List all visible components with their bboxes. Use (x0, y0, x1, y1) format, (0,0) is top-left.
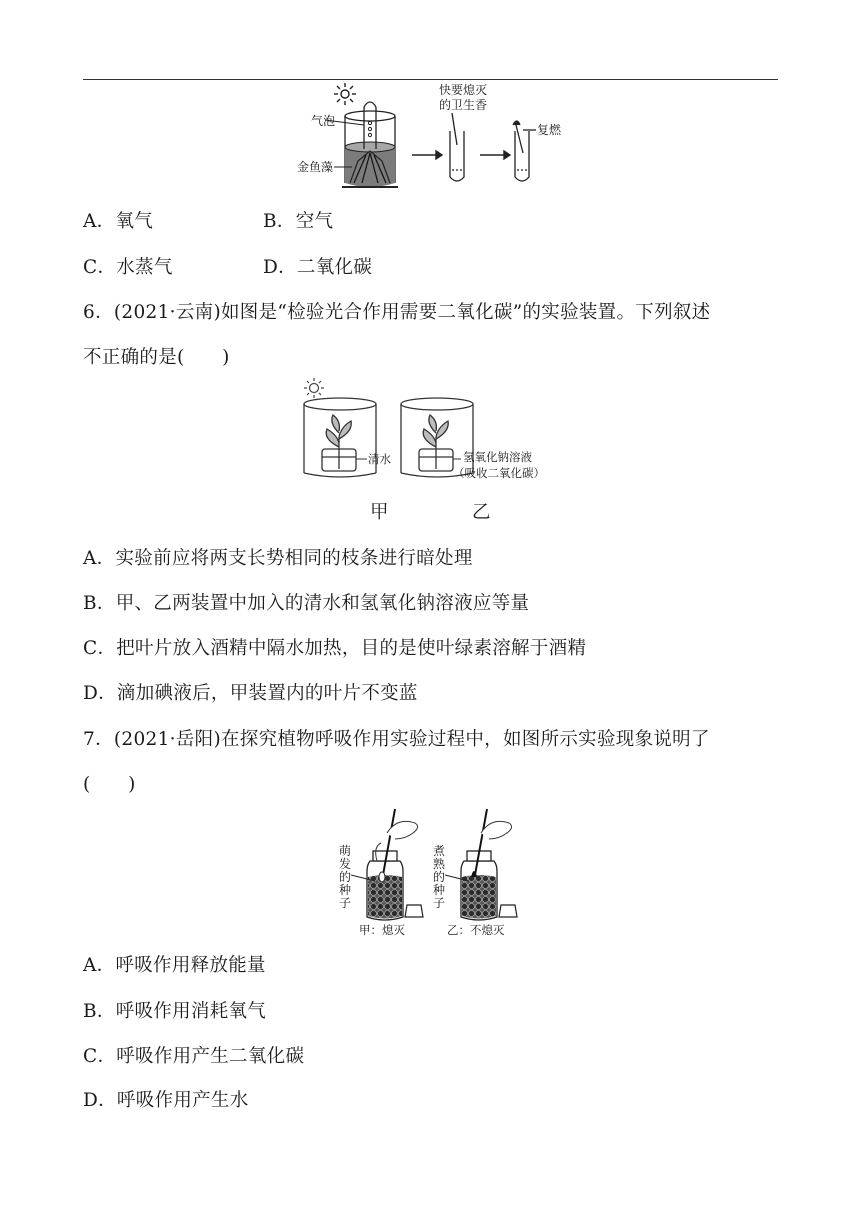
option-c: C．水蒸气 (83, 257, 173, 278)
label-germinating-seeds: 萌发的种子 (339, 844, 352, 910)
test-tube-1 (450, 113, 464, 181)
caption-yi-not-extinguished: 乙：不熄灭 (447, 923, 505, 937)
option-d: D．二氧化碳 (263, 257, 373, 278)
label-bubbles: 气泡 (311, 114, 336, 128)
option-a: A．氧气 (83, 211, 154, 232)
caption-jia-extinguished: 甲：熄灭 (359, 923, 405, 937)
question-7-stem: 7．(2021·岳阳)在探究植物呼吸作用实验过程中，如图所示实验现象说明了 (83, 729, 710, 750)
label-water: 清水 (368, 452, 391, 466)
option-c: C．把叶片放入酒精中隔水加热，目的是使叶绿素溶解于酒精 (83, 638, 587, 659)
sun-icon (304, 378, 324, 398)
figure-photosynthesis-co2 (295, 377, 570, 487)
label-cooked-seeds: 煮熟的种子 (433, 844, 446, 910)
header-rule (83, 79, 778, 80)
question-6-stem: 6．(2021·云南)如图是“检验光合作用需要二氧化碳”的实验装置。下列叙述 (83, 302, 711, 323)
option-c: C．呼吸作用产生二氧化碳 (83, 1046, 305, 1067)
label-plant: 金鱼藻 (297, 160, 334, 174)
label-naoh-note: （吸收二氧化碳） (453, 466, 545, 480)
label-reignite: 复燃 (537, 123, 562, 137)
option-a: A．呼吸作用释放能量 (83, 955, 266, 976)
sun-icon (334, 83, 356, 105)
label-naoh: 氢氧化钠溶液 (463, 450, 532, 464)
arrow-icon (412, 151, 510, 159)
figure-aquatic-plant-experiment (290, 83, 580, 198)
beaker (342, 102, 398, 187)
jar-germinating (367, 809, 423, 920)
jar-cooked (461, 809, 517, 920)
question-6-stem-cont: 不正确的是( ) (83, 347, 230, 368)
option-b: B．呼吸作用消耗氧气 (83, 1001, 267, 1022)
option-d: D．滴加碘液后，甲装置内的叶片不变蓝 (83, 683, 418, 704)
option-d: D．呼吸作用产生水 (83, 1090, 249, 1111)
caption-jia: 甲 (370, 502, 389, 523)
test-tube-2 (513, 121, 536, 181)
caption-yi: 乙 (472, 502, 491, 523)
question-7-stem-cont: ( ) (83, 774, 136, 795)
option-a: A．实验前应将两支长势相同的枝条进行暗处理 (83, 548, 473, 569)
option-b: B．空气 (263, 211, 334, 232)
label-incense: 快要熄灭的卫生香 (439, 83, 488, 112)
figure-respiration-seeds (335, 805, 525, 940)
jar-left (304, 398, 376, 477)
option-b: B．甲、乙两装置中加入的清水和氢氧化钠溶液应等量 (83, 593, 530, 614)
